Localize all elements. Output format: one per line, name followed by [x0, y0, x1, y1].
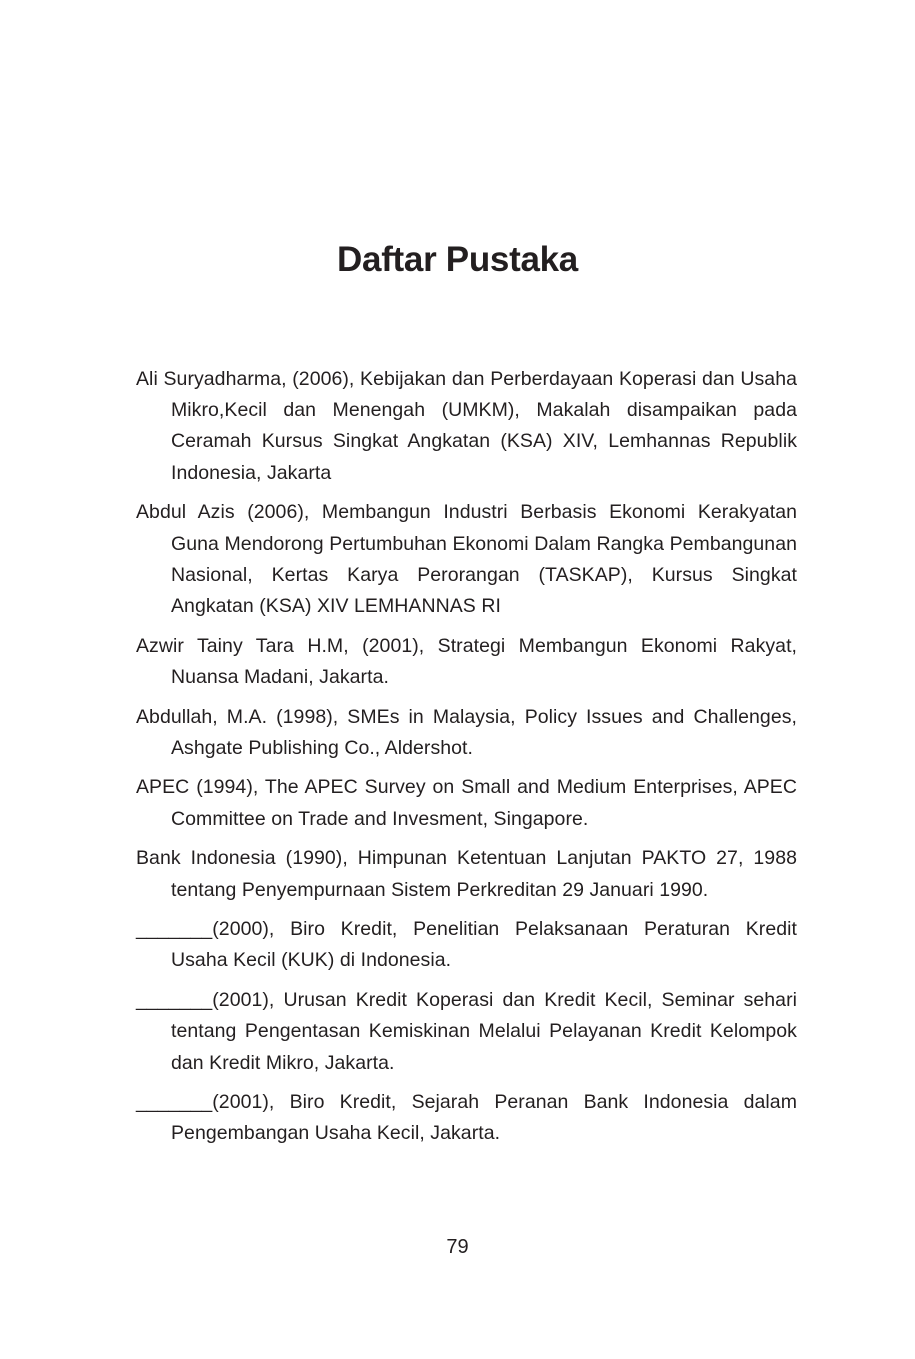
bibliography-entry: Bank Indonesia (1990), Himpunan Ketentuan Lanjutan PAKTO 27, 1988 tentang Penyempurnaan Sistem Perkreditan 29 Januari 1990.: [136, 847, 797, 901]
page-number: 79: [446, 1236, 469, 1258]
page-title: Daftar Pustaka: [337, 240, 578, 279]
bibliography-list: [136, 364, 797, 1158]
bibliography-entry: Abdullah, M.A. (1998), SMEs in Malaysia, Policy Issues and Challenges, Ashgate Publishing Co., Aldershot.: [136, 705, 797, 759]
bibliography-entry: Azwir Tainy Tara H.M, (2001), Strategi Membangun Ekonomi Rakyat, Nuansa Madani, Jakarta.: [136, 634, 797, 688]
bibliography-entry: _______(2001), Urusan Kredit Koperasi dan Kredit Kecil, Seminar sehari tentang Pengentasan Kemiskinan Melalui Pelayanan Kredit Kelompok dan Kredit Mikro, Jakarta.: [136, 989, 797, 1074]
bibliography-entry: _______(2001), Biro Kredit, Sejarah Peranan Bank Indonesia dalam Pengembangan Usaha Kecil, Jakarta.: [136, 1091, 797, 1145]
bibliography-entry: APEC (1994), The APEC Survey on Small and Medium Enterprises, APEC Committee on Trade and Invesment, Singapore.: [136, 776, 797, 830]
bibliography-entry: Ali Suryadharma, (2006), Kebijakan dan Perberdayaan Koperasi dan Usaha Mikro,Kecil dan Menengah (UMKM), Makalah disampaikan pada Ceramah Kursus Singkat Angkatan (KSA) XIV, Lemhannas Republik Indonesia, Jakarta: [136, 368, 797, 484]
bibliography-entry: _______(2000), Biro Kredit, Penelitian Pelaksanaan Peraturan Kredit Usaha Kecil (KUK) di Indonesia.: [136, 918, 797, 972]
bibliography-entry: Abdul Azis (2006), Membangun Industri Berbasis Ekonomi Kerakyatan Guna Mendorong Pertumbuhan Ekonomi Dalam Rangka Pembangunan Nasional, Kertas Karya Perorangan (TASKAP), Kursus Singkat Angkatan (KSA) XIV LEMHANNAS RI: [136, 501, 797, 617]
